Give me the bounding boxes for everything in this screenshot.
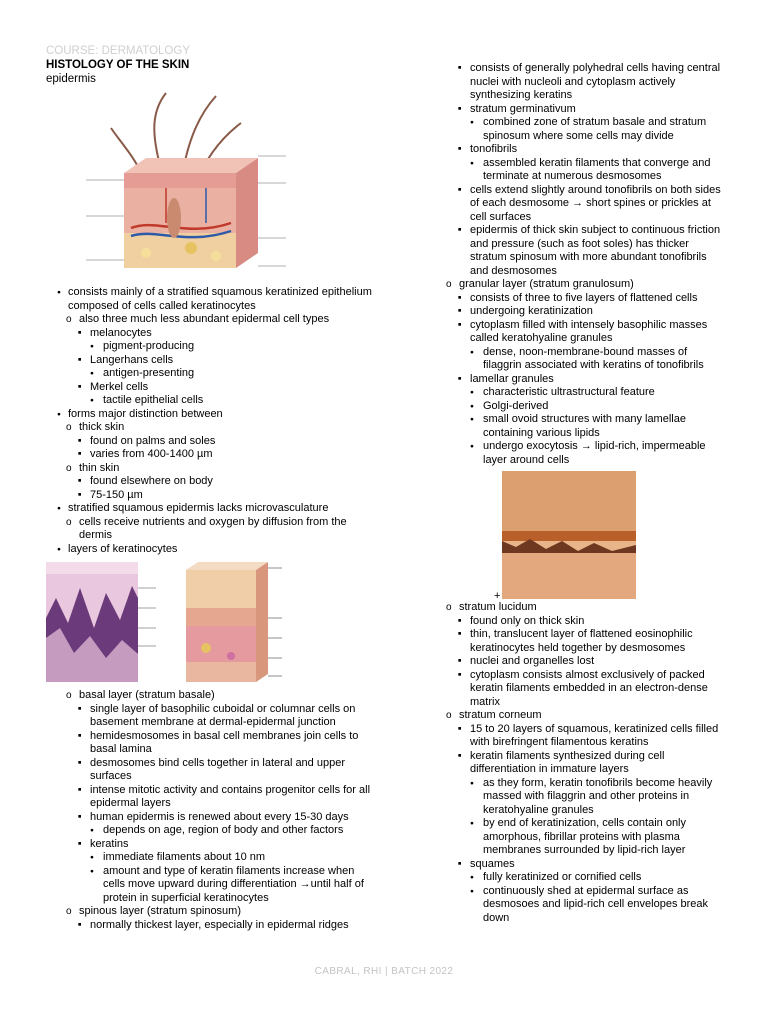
- outline-item: o also three much less abundant epidermal cell types: [46, 313, 376, 327]
- outline-item: ■ undergoing keratinization: [426, 305, 726, 319]
- outline-item: ■ stratum germinativum: [426, 103, 726, 117]
- outline-item: ● stratified squamous epidermis lacks microvasculature: [46, 502, 376, 516]
- outline-item: ■ cytoplasm filled with intensely basophilic masses called keratohyaline granules: [426, 319, 726, 346]
- outline-item: ● layers of keratinocytes: [46, 543, 376, 557]
- right-outline-1: [426, 62, 726, 467]
- outline-item: ● continuously shed at epidermal surface as desmosoes and lipid-rich cell envelopes break down: [426, 885, 726, 926]
- outline-item: ● small ovoid structures with many lamellae containing various lipids: [426, 413, 726, 440]
- outline-item: ■ found elsewhere on body: [46, 475, 376, 489]
- outline-item: ● by end of keratinization, cells contain only amorphous, fibrillar proteins with plasma membranes surrounded by lipid-rich layer: [426, 817, 726, 858]
- outline-item: o basal layer (stratum basale): [46, 689, 376, 703]
- outline-item: ■ intense mitotic activity and contains progenitor cells for all epidermal layers: [46, 784, 376, 811]
- outline-item: o cells receive nutrients and oxygen by diffusion from the dermis: [46, 516, 376, 543]
- footer: CABRAL, RHI | BATCH 2022: [314, 966, 454, 977]
- outline-item: ■ 15 to 20 layers of squamous, keratinized cells filled with birefringent filamentous keratins: [426, 723, 726, 750]
- outline-item: ■ found on palms and soles: [46, 435, 376, 449]
- outline-item: ■ desmosomes bind cells together in lateral and upper surfaces: [46, 757, 376, 784]
- outline-item: ■ hemidesmosomes in basal cell membranes join cells to basal lamina: [46, 730, 376, 757]
- outline-item: ● depends on age, region of body and other factors: [46, 824, 376, 838]
- outline-item: ■ cytoplasm consists almost exclusively of packed keratin filaments embedded in an electron-dense matrix: [426, 669, 726, 710]
- figure-marker: +: [494, 590, 501, 602]
- stratum-micrograph: [426, 469, 726, 601]
- outline-item: ■ consists of three to five layers of flattened cells: [426, 292, 726, 306]
- outline-item: ■ nuclei and organelles lost: [426, 655, 726, 669]
- outline-item: ■ thin, translucent layer of flattened eosinophilic keratinocytes held together by desmosomes: [426, 628, 726, 655]
- keratinocyte-layers-figure: [46, 558, 318, 688]
- section-subtitle: epidermis: [46, 73, 96, 85]
- outline-item: o thin skin: [46, 462, 376, 476]
- left-outline-2: [46, 689, 376, 932]
- outline-item: ■ keratins: [46, 838, 376, 852]
- outline-item: ● immediate filaments about 10 nm: [46, 851, 376, 865]
- outline-item: ■ squames: [426, 858, 726, 872]
- outline-item: ■ keratin filaments synthesized during cell differentiation in immature layers: [426, 750, 726, 777]
- left-outline-1: [46, 286, 376, 556]
- outline-item: ● dense, noon-membrane-bound masses of filaggrin associated with keratins of tonofibrils: [426, 346, 726, 373]
- outline-item: ● Golgi-derived: [426, 400, 726, 414]
- outline-item: ● as they form, keratin tonofibrils become heavily massed with filaggrin and other proteins in keratohyaline granules: [426, 777, 726, 818]
- outline-item: ● consists mainly of a stratified squamous keratinized epithelium composed of cells called keratinocytes: [46, 286, 376, 313]
- page-title: HISTOLOGY OF THE SKIN: [46, 59, 190, 71]
- outline-item: ■ human epidermis is renewed about every 15-30 days: [46, 811, 376, 825]
- outline-item: o thick skin: [46, 421, 376, 435]
- outline-item: ■ normally thickest layer, especially in epidermal ridges: [46, 919, 376, 933]
- outline-item: o spinous layer (stratum spinosum): [46, 905, 376, 919]
- outline-item: ■ 75-150 µm: [46, 489, 376, 503]
- right-column: [426, 62, 726, 925]
- outline-item: ■ cells extend slightly around tonofibrils on both sides of each desmosome → short spines or prickles at cell surfaces: [426, 184, 726, 225]
- outline-item: ■ Merkel cells: [46, 381, 376, 395]
- outline-item: ● tactile epithelial cells: [46, 394, 376, 408]
- outline-item: ● characteristic ultrastructural feature: [426, 386, 726, 400]
- outline-item: ■ lamellar granules: [426, 373, 726, 387]
- outline-item: ■ Langerhans cells: [46, 354, 376, 368]
- outline-item: o stratum corneum: [426, 709, 726, 723]
- outline-item: ● undergo exocytosis → lipid-rich, impermeable layer around cells: [426, 440, 726, 467]
- course-label: COURSE: DERMATOLOGY: [46, 45, 190, 57]
- skin-section-illustration: [46, 88, 318, 284]
- outline-item: ● amount and type of keratin filaments increase when cells move upward during differentiation →until half of protein in superficial keratinocytes: [46, 865, 376, 906]
- outline-item: ● pigment-producing: [46, 340, 376, 354]
- outline-item: ■ single layer of basophilic cuboidal or columnar cells on basement membrane at dermal-epidermal junction: [46, 703, 376, 730]
- outline-item: ■ varies from 400-1400 µm: [46, 448, 376, 462]
- outline-item: ● combined zone of stratum basale and stratum spinosum where some cells may divide: [426, 116, 726, 143]
- outline-item: ● fully keratinized or cornified cells: [426, 871, 726, 885]
- outline-item: ■ consists of generally polyhedral cells having central nuclei with nucleoli and cytoplasm actively synthesizing keratins: [426, 62, 726, 103]
- outline-item: ■ found only on thick skin: [426, 615, 726, 629]
- outline-item: o stratum lucidum: [426, 601, 726, 615]
- outline-item: ■ epidermis of thick skin subject to continuous friction and pressure (such as foot soles) has thicker stratum spinosum with more abundant tonofibrils and desmosomes: [426, 224, 726, 278]
- outline-item: ● forms major distinction between: [46, 408, 376, 422]
- outline-item: ● antigen-presenting: [46, 367, 376, 381]
- outline-item: ■ tonofibrils: [426, 143, 726, 157]
- right-outline-2: [426, 601, 726, 925]
- left-column: [46, 44, 376, 932]
- outline-item: ■ melanocytes: [46, 327, 376, 341]
- outline-item: o granular layer (stratum granulosum): [426, 278, 726, 292]
- outline-item: ● assembled keratin filaments that converge and terminate at numerous desmosomes: [426, 157, 726, 184]
